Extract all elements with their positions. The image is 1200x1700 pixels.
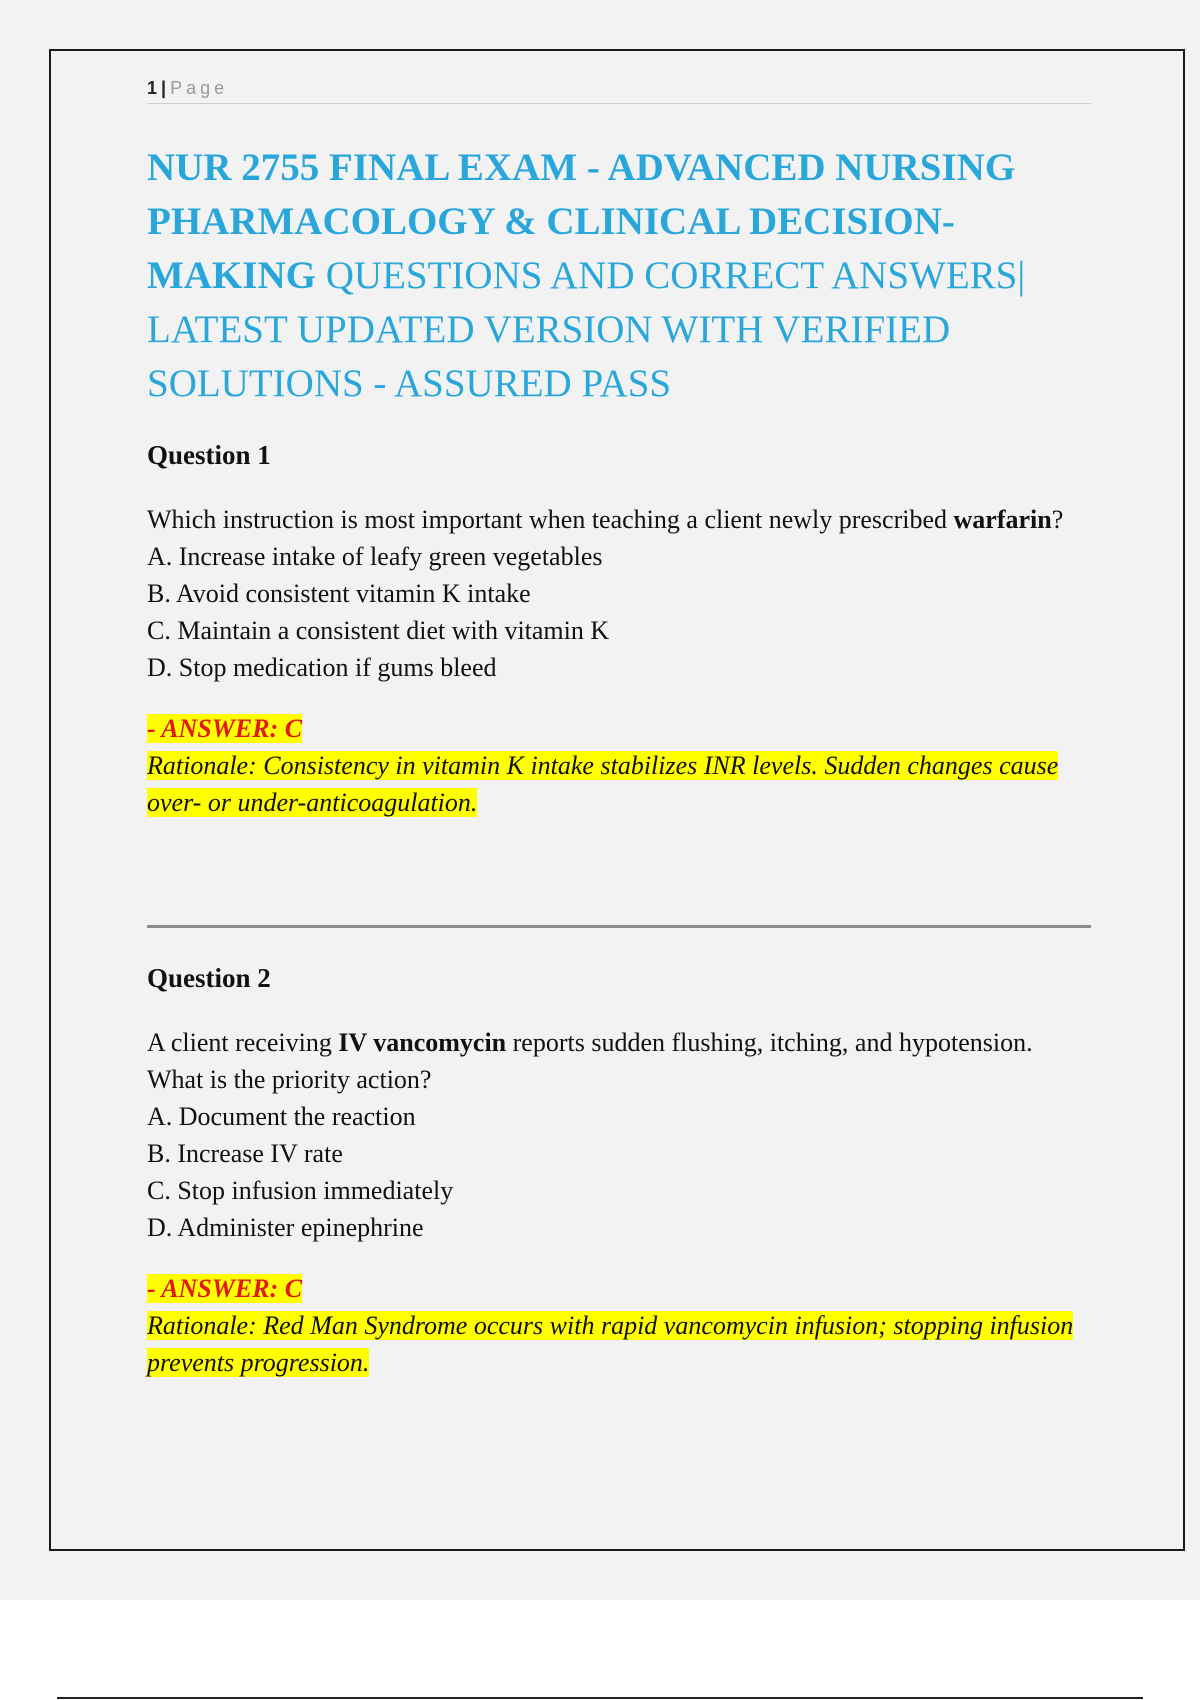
answer-text: - ANSWER: C [147, 714, 303, 743]
stem-end: reports sudden flushing, itching, and hypotension. What is the priority action? [147, 1028, 1033, 1094]
stem-text: Which instruction is most important when teaching a client newly prescribed [147, 505, 954, 534]
document-page [49, 49, 1185, 1551]
option-b: B. Avoid consistent vitamin K intake [147, 579, 531, 608]
answer-text: - ANSWER: C [147, 1274, 303, 1303]
option-b: B. Increase IV rate [147, 1139, 343, 1168]
option-a: A. Increase intake of leafy green vegetables [147, 542, 603, 571]
stem-drug: warfarin [953, 505, 1052, 534]
answer-line [147, 1270, 1091, 1307]
question-heading: Question 2 [147, 963, 271, 993]
option-a: A. Document the reaction [147, 1102, 416, 1131]
page-separator: | [161, 78, 167, 98]
stem-end: ? [1051, 505, 1064, 534]
next-page-edge [57, 1697, 1143, 1699]
question-stem [147, 501, 1091, 538]
page-number: 1 [147, 78, 158, 98]
rationale-text: Rationale: Red Man Syndrome occurs with rapid vancomycin infusion; stopping infusion prevents progression. [147, 1311, 1074, 1377]
question-1 [147, 437, 1091, 821]
rationale [147, 1307, 1091, 1381]
option-d: D. Administer epinephrine [147, 1213, 424, 1242]
question-stem [147, 1024, 1091, 1098]
question-2 [147, 960, 1091, 1381]
stem-drug: IV vancomycin [338, 1028, 507, 1057]
option-c: C. Maintain a consistent diet with vitamin K [147, 616, 610, 645]
page-label: Page [170, 78, 229, 98]
answer-block [147, 710, 1091, 821]
question-heading: Question 1 [147, 440, 271, 470]
option-c: C. Stop infusion immediately [147, 1176, 454, 1205]
answer-options [147, 1098, 1091, 1246]
option-d: D. Stop medication if gums bleed [147, 653, 497, 682]
section-divider [147, 925, 1091, 928]
title-bold-part: NUR 2755 FINAL EXAM - ADVANCED NURSING PHARMACOLOGY & CLINICAL DECISION-MAKING [147, 146, 1016, 297]
document-title [147, 141, 1107, 411]
stem-text: A client receiving [147, 1028, 339, 1057]
page-header [147, 73, 1091, 104]
rationale-text: Rationale: Consistency in vitamin K intake stabilizes INR levels. Sudden changes cause over- or under-anticoagulation. [147, 751, 1059, 817]
answer-block [147, 1270, 1091, 1381]
answer-options [147, 538, 1091, 686]
title-regular-part: QUESTIONS AND CORRECT ANSWERS| LATEST UPDATED VERSION WITH VERIFIED SOLUTIONS - ASSURED PASS [147, 254, 1026, 405]
answer-line [147, 710, 1091, 747]
rationale [147, 747, 1091, 821]
